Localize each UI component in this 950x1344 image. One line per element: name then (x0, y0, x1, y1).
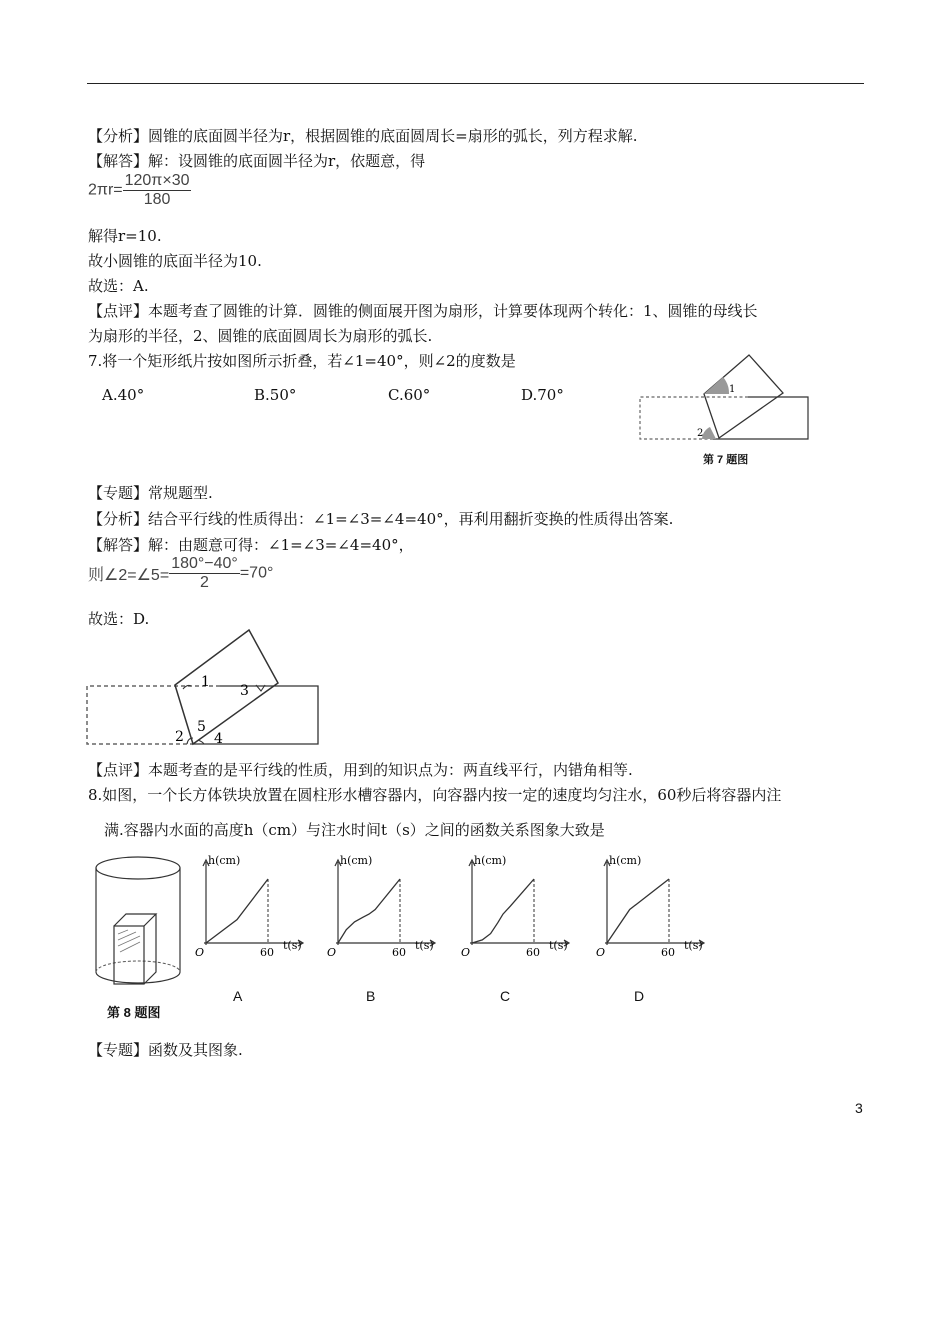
fold-strip (193, 686, 318, 744)
formula-2 (88, 555, 273, 592)
graph-b-y-label: h(cm) (340, 855, 373, 867)
graph-c (456, 855, 576, 965)
fold-label-4: 4 (214, 731, 223, 747)
graph-a-curve (206, 879, 268, 943)
fig7-label-2: 2 (697, 428, 704, 439)
graph-a (190, 855, 310, 965)
fold-diagram (80, 625, 330, 750)
q7-option-d: D.70° (521, 386, 564, 404)
graph-b-letter: B (366, 988, 376, 1004)
topic-line-2: 【专题】函数及其图象. (88, 1041, 243, 1059)
comment-line: 【点评】本题考查了圆锥的计算．圆锥的侧面展开图为扇形，计算要体现两个转化：1、圆锥的母线长 (88, 302, 758, 320)
formula-2-rhs: =70° (239, 564, 274, 582)
formula-2-fraction (169, 555, 240, 592)
cylinder-bottom-front (96, 972, 180, 983)
graph-b (322, 855, 442, 965)
graph-d-curve (607, 879, 669, 943)
formula-1-numerator: 120π×30 (124, 172, 190, 189)
page-number: 3 (855, 1100, 863, 1116)
fold-flap (175, 630, 278, 744)
graph-c-x-tick: 60 (526, 946, 540, 959)
graph-d (591, 855, 711, 965)
graph-c-x-label: t(s) (549, 939, 568, 952)
question-8-stem: 8.如图，一个长方体铁块放置在圆柱形水槽容器内，向容器内按一定的速度均匀注水，60秒后将容器内注 (88, 786, 782, 804)
comment-line-2: 为扇形的半径，2、圆锥的底面圆周长为扇形的弧长. (88, 327, 433, 345)
fold-dashed-outline (87, 686, 220, 744)
question-7-stem: 7.将一个矩形纸片按如图所示折叠，若∠1=40°，则∠2的度数是 (88, 352, 516, 370)
graph-d-x-label: t(s) (684, 939, 703, 952)
graph-b-origin: O (327, 946, 337, 959)
topic-line: 【专题】常规题型. (88, 484, 213, 502)
fold-label-5: 5 (197, 719, 206, 735)
choice-line: 故选：A. (88, 277, 149, 295)
question-8-stem-2: 满.容器内水面的高度h（cm）与注水时间t（s）之间的函数关系图象大致是 (104, 821, 605, 839)
figure-8-caption: 第 8 题图 (107, 1005, 161, 1020)
analysis-line: 【分析】圆锥的底面圆半径为r，根据圆锥的底面圆周长=扇形的弧长，列方程求解. (88, 127, 638, 145)
q7-option-a: A.40° (102, 386, 145, 404)
graph-c-letter: C (500, 988, 511, 1004)
figure-7-caption: 第 7 题图 (703, 454, 749, 466)
formula-1-fraction (123, 172, 192, 209)
formula-2-lhs: 则∠2=∠5= (88, 567, 170, 584)
graph-d-origin: O (596, 946, 606, 959)
analysis-line-2: 【分析】结合平行线的性质得出：∠1=∠3=∠4=40°，再利用翻折变换的性质得出答案. (88, 510, 674, 528)
graph-a-origin: O (195, 946, 205, 959)
graph-a-x-label: t(s) (283, 939, 302, 952)
fold-label-3: 3 (240, 683, 249, 699)
formula-1-lhs: 2πr= (88, 181, 123, 199)
graph-d-x-tick: 60 (661, 946, 675, 959)
fig7-dashed-outline (640, 397, 748, 439)
graph-b-x-label: t(s) (415, 939, 434, 952)
conclusion-line: 故小圆锥的底面半径为10. (88, 252, 262, 270)
fig7-angle-2-mark (702, 427, 716, 439)
graph-b-curve (338, 879, 400, 943)
comment-line-3: 【点评】本题考查的是平行线的性质，用到的知识点为：两直线平行，内错角相等. (88, 761, 633, 779)
answer-line-2: 【解答】解：由题意可得：∠1=∠3=∠4=40°， (88, 536, 414, 554)
fold-label-2: 2 (175, 729, 184, 745)
fig7-label-1: 1 (729, 384, 736, 395)
formula-2-denominator: 2 (200, 574, 209, 591)
graph-b-x-tick: 60 (392, 946, 406, 959)
figure-7 (630, 350, 820, 446)
cylinder-bottom-back (96, 961, 180, 972)
q7-option-b: B.50° (254, 386, 297, 404)
formula-1 (88, 172, 191, 209)
q7-option-c: C.60° (388, 386, 431, 404)
graph-c-curve (472, 879, 534, 943)
choice-line-2: 故选：D. (88, 610, 150, 628)
graph-a-x-tick: 60 (260, 946, 274, 959)
block-shading (118, 930, 140, 952)
answer-line: 【解答】解：设圆锥的底面圆半径为r，依题意，得 (88, 152, 426, 170)
graph-c-y-label: h(cm) (474, 855, 507, 867)
graph-a-letter: A (233, 988, 243, 1004)
graph-d-y-label: h(cm) (609, 855, 642, 867)
block-top-face (114, 914, 156, 926)
fold-label-1: 1 (201, 674, 210, 690)
formula-2-numerator: 180°−40° (171, 555, 238, 572)
figure-8-cylinder (88, 850, 193, 1002)
formula-1-denominator: 180 (143, 191, 171, 208)
graph-c-origin: O (461, 946, 471, 959)
solution-line: 解得r=10. (88, 227, 162, 245)
graph-a-y-label: h(cm) (208, 855, 241, 867)
graph-d-letter: D (634, 988, 645, 1004)
header-rule (87, 83, 864, 84)
cylinder-top-ellipse (96, 857, 180, 879)
fig7-angle-1-mark (704, 377, 729, 394)
